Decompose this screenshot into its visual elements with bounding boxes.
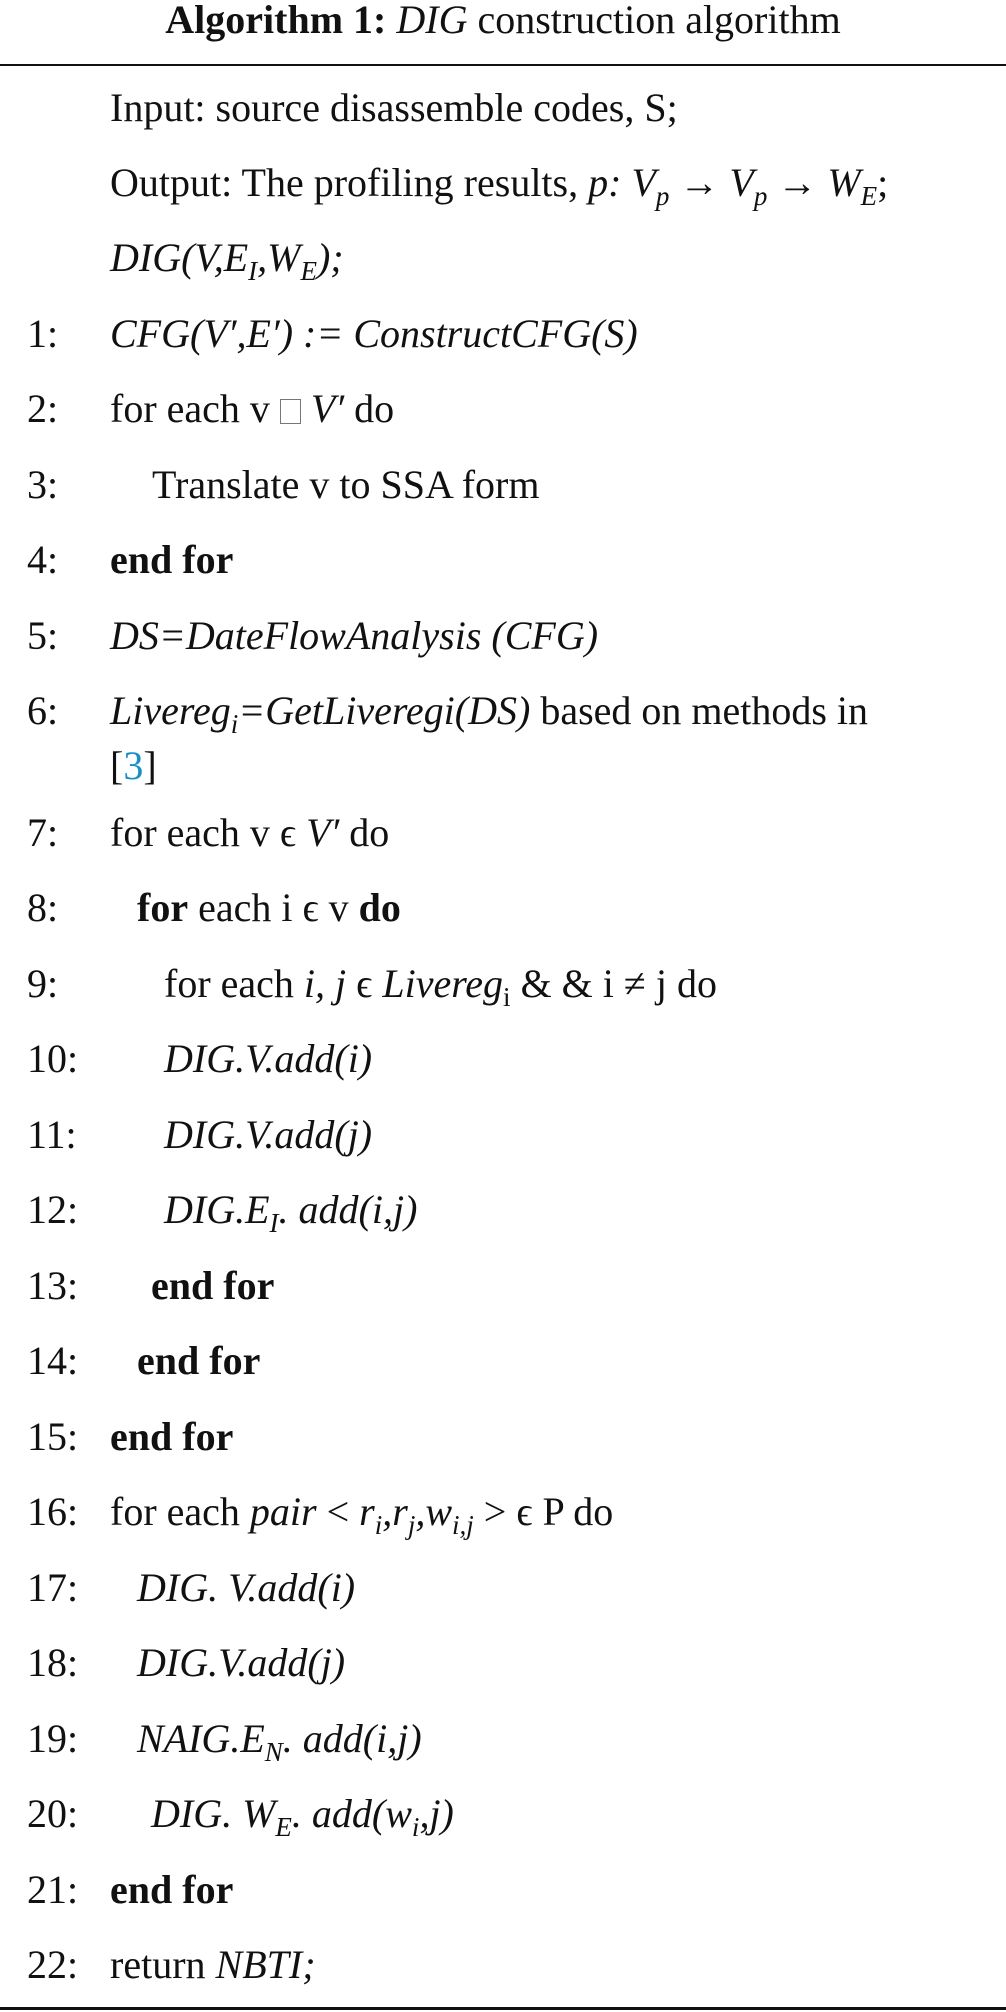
top-rule [0, 64, 1006, 66]
algorithm-title-rest: construction algorithm [467, 0, 841, 42]
line-number: 12: [27, 1187, 79, 1232]
line-number: 3: [27, 462, 59, 507]
line-number: 22: [27, 1942, 79, 1987]
line-number: 11: [27, 1112, 77, 1157]
line-number: 20: [27, 1791, 79, 1836]
line-number: 15: [27, 1414, 79, 1459]
line-number: 18: [27, 1640, 79, 1685]
line-number: 17: [27, 1565, 79, 1610]
algorithm-label: Algorithm 1: [165, 0, 387, 42]
missing-glyph-box [280, 399, 301, 424]
line-number: 19: [27, 1716, 79, 1761]
line-number: 21: [27, 1867, 79, 1912]
line-number: 9: [27, 961, 59, 1006]
line-number: 16: [27, 1489, 79, 1534]
algorithm-name: DIG [396, 0, 468, 42]
line-number: 13: [27, 1263, 79, 1308]
line-number: 8: [27, 885, 59, 930]
bottom-rule [0, 2007, 1006, 2010]
line-number: 2: [27, 386, 59, 431]
algorithm-title [0, 0, 1006, 48]
line-number: 10: [27, 1036, 79, 1081]
citation-link[interactable]: 3 [123, 743, 144, 788]
line-number: 1: [27, 311, 59, 356]
line-number: 6: [27, 688, 59, 733]
line-number: 7: [27, 810, 59, 855]
line-number: 5: [27, 613, 59, 658]
line-number: 4: [27, 537, 59, 582]
line-number: 14: [27, 1338, 79, 1383]
